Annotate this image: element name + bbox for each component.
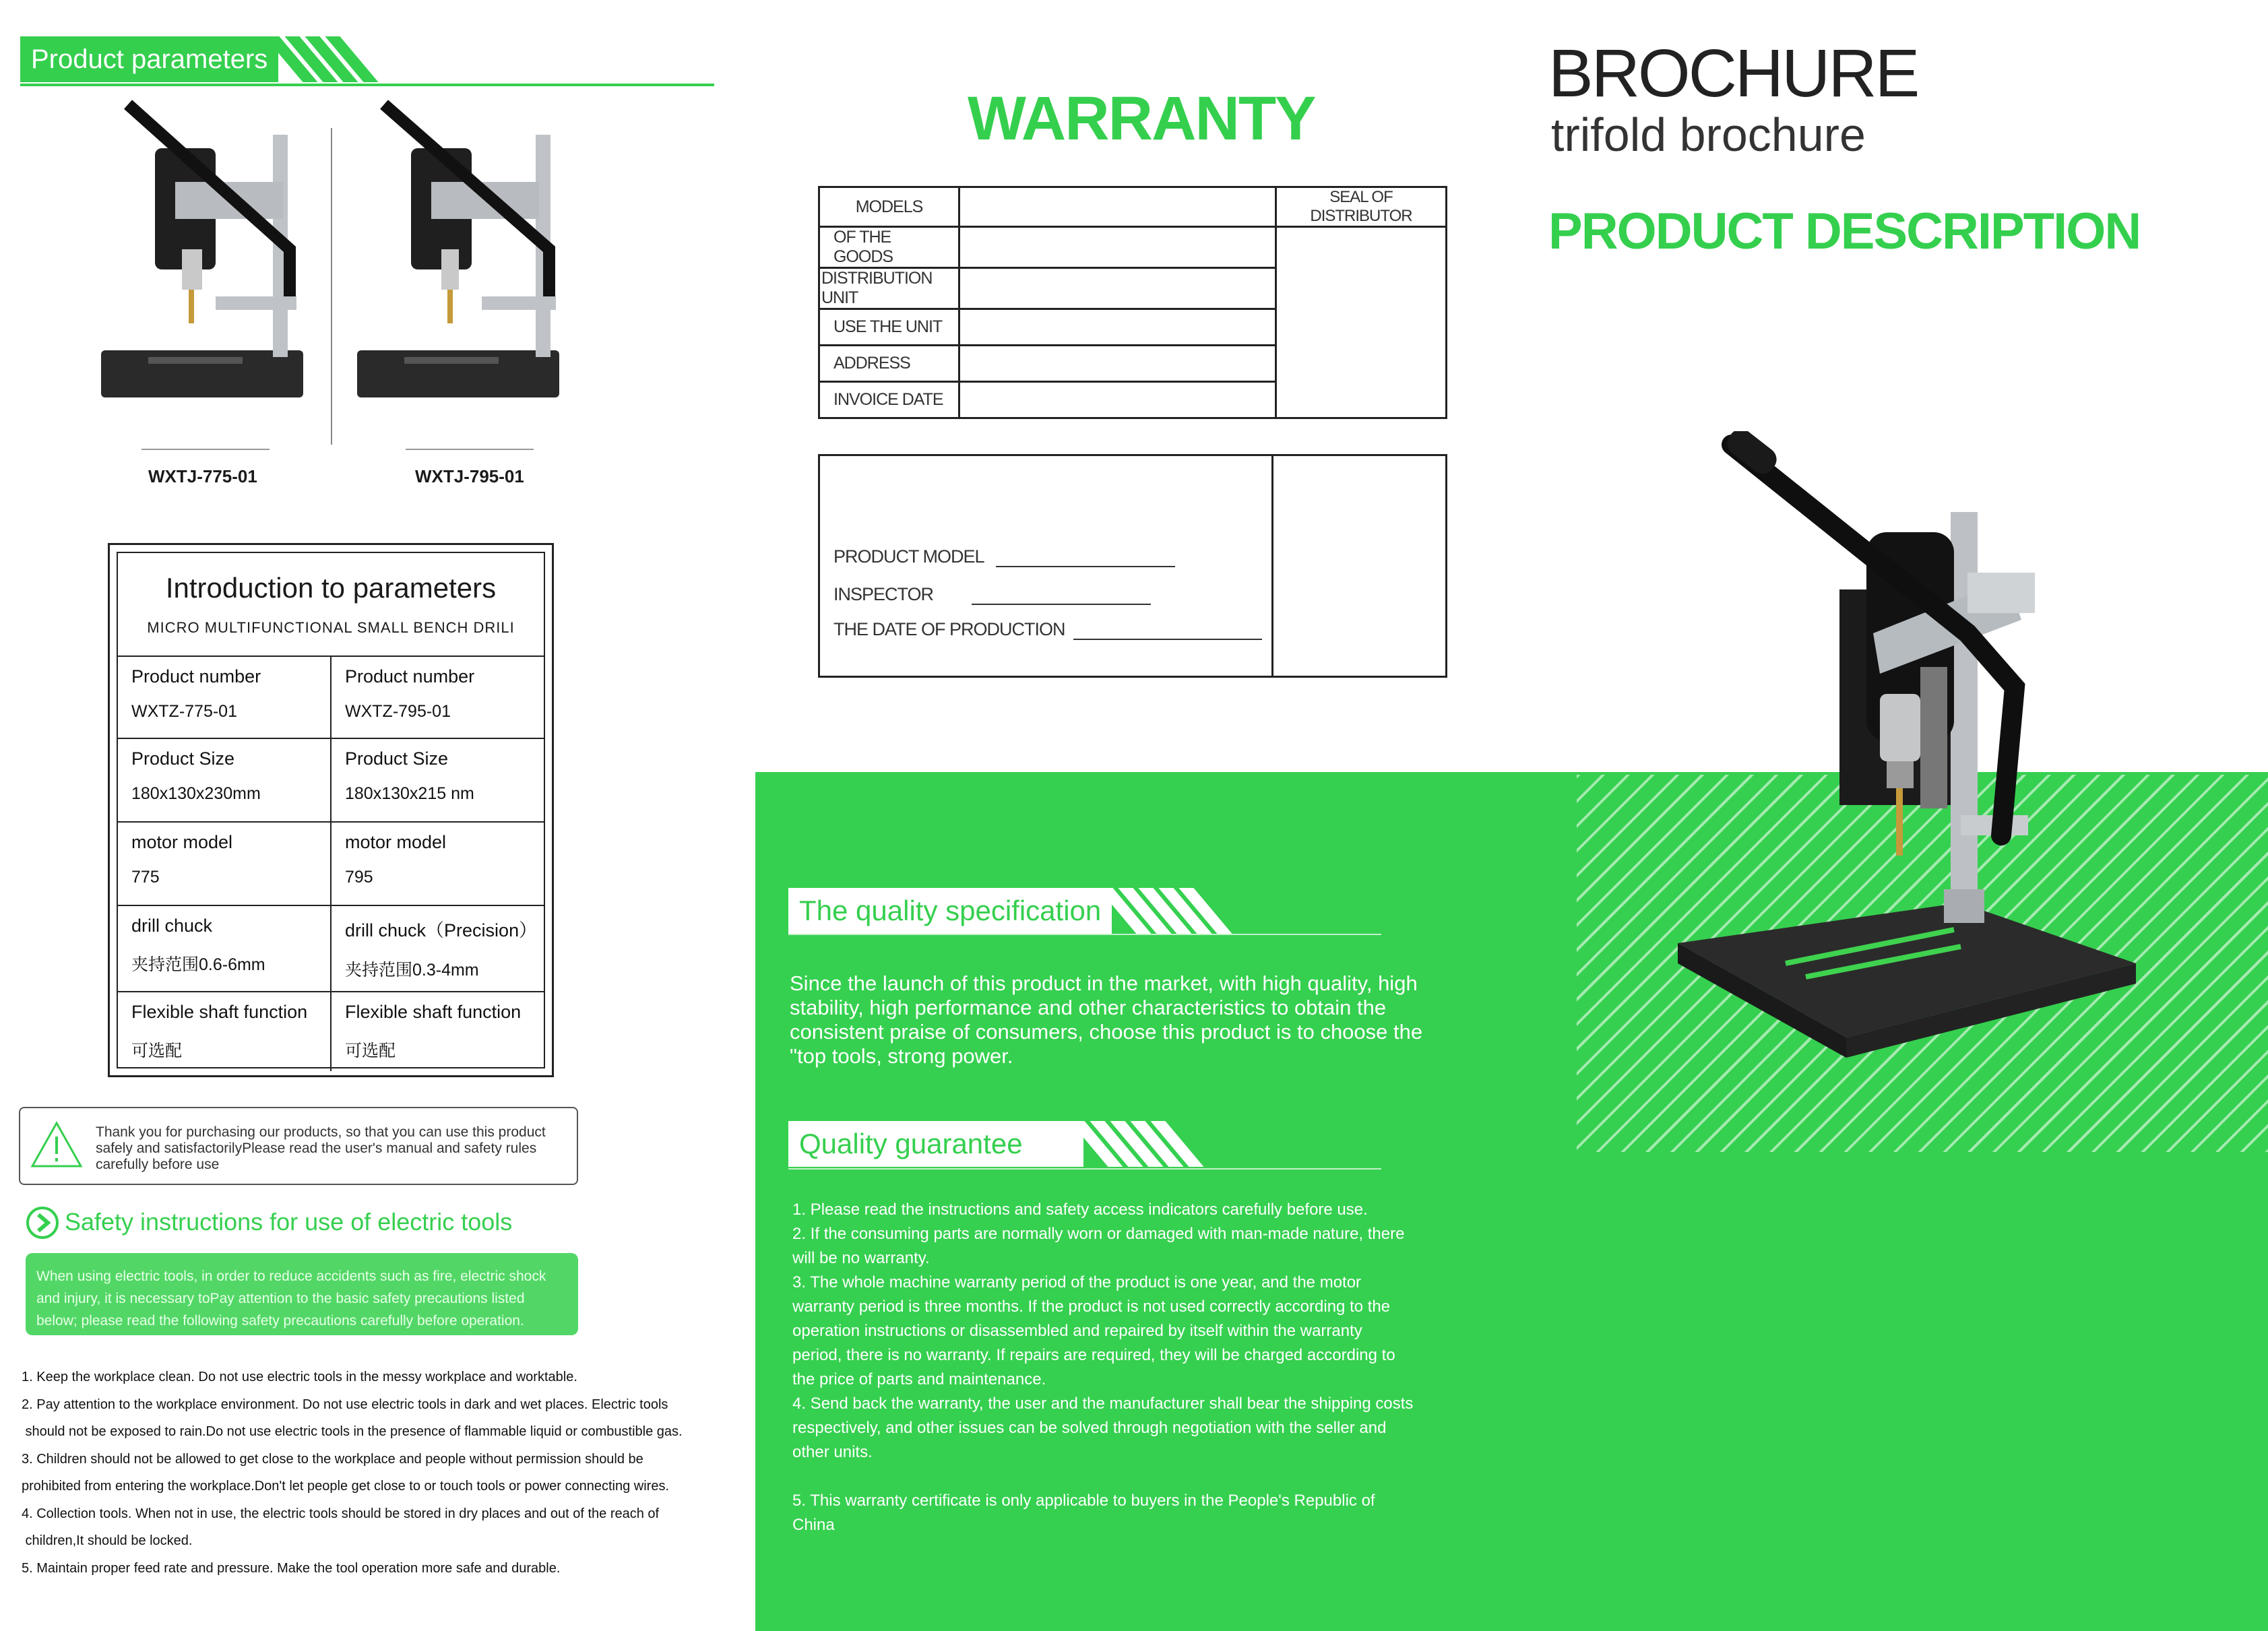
list-item: 1. Keep the workplace clean. Do not use electric tools in the messy workplace and worktable.	[22, 1370, 577, 1384]
cell-label: Product Size	[345, 748, 449, 769]
seal-label: SEAL OF DISTRIBUTOR	[1276, 187, 1447, 227]
list-item	[792, 1465, 1466, 1489]
production-date-field	[833, 619, 1262, 640]
brochure-title: BROCHURE	[1548, 36, 1918, 111]
cell-label: drill chuck（Precision）	[345, 920, 538, 940]
notice-text: Thank you for purchasing our products, so that you can use this product safely and satisfactorilyPlease read the user's manual and safety rules carefully before use	[96, 1124, 546, 1172]
list-item: 4. Collection tools. When not in use, the electric tools should be stored in dry places and out of the reach of	[22, 1506, 660, 1521]
blank-cell	[959, 268, 1276, 309]
cell-label: motor model	[131, 832, 233, 852]
quality-guarantee-banner	[788, 1121, 1185, 1167]
table-row	[118, 992, 544, 1071]
product-parameters-tab: Product parameters	[20, 36, 278, 82]
table-cell: OF THE GOODS	[819, 227, 959, 268]
cell-label: drill chuck	[131, 916, 213, 936]
banner-stripes	[1112, 888, 1213, 934]
table-row	[118, 905, 544, 992]
cell-label: Flexible shaft function	[131, 1002, 308, 1022]
inspection-box	[818, 454, 1447, 678]
cell-label: Product number	[131, 666, 261, 686]
list-item: 1. Please read the instructions and safety access indicators carefully before use.	[792, 1201, 1368, 1219]
field-label: PRODUCT MODEL	[833, 546, 984, 567]
list-item: will be no warranty.	[792, 1249, 930, 1267]
list-item: operation instructions or disassembled and repaired by itself within the warranty	[792, 1322, 1362, 1340]
cell-value: 夹持范围0.3-4mm	[345, 961, 479, 980]
field-label: INSPECTOR	[833, 584, 934, 604]
chevron-right-circle-icon	[26, 1206, 59, 1240]
cell-label: Flexible shaft function	[345, 1002, 522, 1022]
table-row	[819, 227, 1447, 268]
list-item: 3. Children should not be allowed to get close to the workplace and people without permission should be	[22, 1451, 643, 1467]
brochure-subtitle: trifold brochure	[1551, 108, 1866, 161]
cell-value: 795	[345, 868, 373, 887]
drill-press-775-image	[88, 94, 317, 411]
inspection-divider	[1271, 456, 1273, 676]
banner-rule	[788, 934, 1381, 935]
list-item: respectively, and other issues can be solved through negotiation with the seller and	[792, 1419, 1387, 1437]
product-parameters-banner	[20, 36, 359, 82]
blank-cell	[959, 187, 1276, 227]
safety-intro-box: When using electric tools, in order to reduce accidents such as fire, electric shock and injury, it is necessary toPay attention to the basic safety precautions listed below; please read the following safety precautions carefully before operation.	[26, 1253, 578, 1335]
caption-line-2	[406, 449, 534, 450]
list-item: warranty period is three months. If the product is not used correctly according to the	[792, 1298, 1391, 1316]
banner-rule	[788, 1168, 1381, 1170]
table-cell: INVOICE DATE	[819, 382, 959, 418]
table-cell: USE THE UNIT	[819, 309, 959, 346]
safety-title: Safety instructions for use of electric tools	[65, 1208, 513, 1236]
table-row	[118, 738, 544, 822]
cell-label: motor model	[345, 832, 447, 852]
field-label: THE DATE OF PRODUCTION	[833, 619, 1065, 639]
table-cell: MODELS	[819, 187, 959, 227]
cell-label: Product number	[345, 666, 475, 686]
field-line	[1073, 639, 1262, 640]
table-row	[819, 187, 1447, 227]
cell-value: 180x130x215 nm	[345, 784, 474, 803]
image-divider	[331, 128, 332, 445]
parameters-title: Introduction to parameters	[165, 572, 497, 604]
product-model-field	[833, 546, 1175, 567]
list-item: the price of parts and maintenance.	[792, 1370, 1046, 1388]
list-item: China	[792, 1516, 835, 1534]
field-line	[972, 604, 1151, 605]
warning-triangle-icon	[30, 1120, 84, 1169]
quality-spec-text: Since the launch of this product in the market, with high quality, high stability, high performance and other characteristics to obtain the consistent praise of consumers, choose this product is to choose the "top tools, strong power.	[790, 971, 1423, 1068]
blank-cell	[959, 346, 1276, 382]
table-cell: DISTRIBUTION UNIT	[819, 268, 959, 309]
quality-guarantee-title: Quality guarantee	[788, 1121, 1083, 1167]
quality-spec-banner	[788, 888, 1213, 934]
notice-box	[19, 1107, 578, 1185]
model-caption-795: WXTJ-795-01	[415, 466, 524, 486]
cell-value: 可选配	[345, 1042, 396, 1060]
seal-area	[1276, 227, 1447, 418]
quality-spec-title: The quality specification	[788, 888, 1112, 934]
drill-press-795-image	[347, 94, 576, 411]
parameters-box	[108, 543, 554, 1077]
cell-value: 可选配	[131, 1042, 183, 1060]
list-item: should not be exposed to rain.Do not use electric tools in the presence of flammable liquid or combustible gas.	[22, 1424, 683, 1439]
cell-value: WXTZ-775-01	[131, 702, 237, 721]
warranty-title: WARRANTY	[968, 84, 1315, 153]
cell-value: 775	[131, 868, 160, 887]
blank-cell	[959, 382, 1276, 418]
warranty-table	[818, 186, 1447, 419]
caption-line-1	[141, 449, 270, 450]
list-item: 3. The whole machine warranty period of the product is one year, and the motor	[792, 1273, 1362, 1291]
blank-cell	[959, 227, 1276, 268]
banner-stripes	[278, 36, 359, 82]
cell-value: 夹持范围0.6-6mm	[131, 955, 265, 974]
list-item: other units.	[792, 1443, 873, 1461]
list-item: children,It should be locked.	[22, 1533, 193, 1548]
guarantee-list	[792, 1198, 1466, 1537]
list-item: 2. Pay attention to the workplace environment. Do not use electric tools in dark and wet places. Electric tools	[22, 1397, 668, 1412]
product-description-title: PRODUCT DESCRIPTION	[1548, 203, 2141, 260]
drill-press-large-image	[1671, 431, 2143, 1058]
table-row	[118, 656, 544, 738]
list-item: 5. Maintain proper feed rate and pressure. Make the tool operation more safe and durable.	[22, 1560, 561, 1576]
list-item: 4. Send back the warranty, the user and the manufacturer shall bear the shipping costs	[792, 1395, 1414, 1413]
cell-value: WXTZ-795-01	[345, 702, 451, 721]
header-rule	[20, 84, 714, 86]
list-item: 2. If the consuming parts are normally worn or damaged with man-made nature, there	[792, 1225, 1405, 1243]
cell-value: 180x130x230mm	[131, 784, 261, 803]
blank-cell	[959, 309, 1276, 346]
parameters-subtitle: MICRO MULTIFUNCTIONAL SMALL BENCH DRILI	[147, 619, 515, 636]
list-item: period, there is no warranty. If repairs are required, they will be charged according to	[792, 1346, 1395, 1364]
list-item: 5. This warranty certificate is only applicable to buyers in the People's Republic of	[792, 1492, 1375, 1510]
inspector-field	[833, 584, 1151, 605]
list-item: prohibited from entering the workplace.Don't let people get close to or touch tools or power connecting wires.	[22, 1479, 670, 1494]
banner-stripes	[1083, 1121, 1185, 1167]
table-cell: ADDRESS	[819, 346, 959, 382]
parameters-table	[118, 655, 544, 1071]
safety-list	[22, 1364, 743, 1582]
model-caption-775: WXTJ-775-01	[148, 466, 257, 486]
table-row	[118, 822, 544, 905]
cell-label: Product Size	[131, 748, 235, 769]
field-line	[996, 566, 1175, 567]
